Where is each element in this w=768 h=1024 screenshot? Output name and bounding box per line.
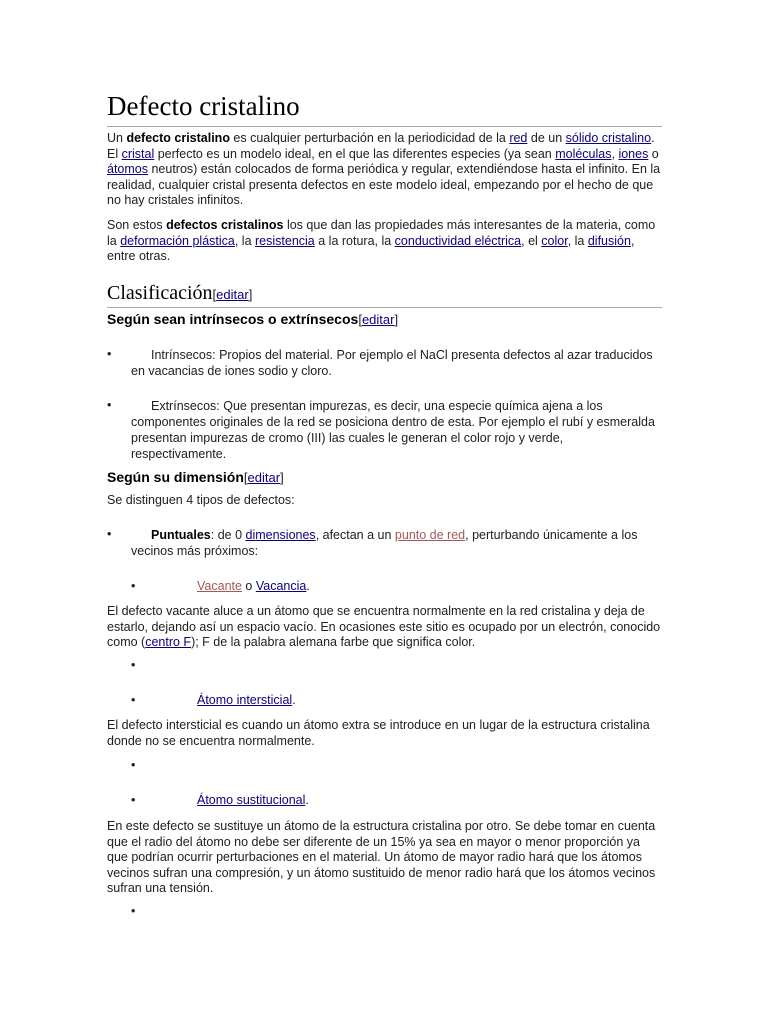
text: los que dan las propiedades más interesantes de la materia, como la xyxy=(107,218,656,248)
link-solido-cristalino[interactable]: sólido cristalino xyxy=(565,131,652,145)
text: de un xyxy=(527,131,566,145)
bracket: ] xyxy=(280,470,284,485)
link-centro-f[interactable]: centro F xyxy=(145,635,192,649)
list-item-text xyxy=(197,793,309,807)
edit-link[interactable]: editar xyxy=(247,470,281,485)
text: , la xyxy=(234,233,256,248)
edit-section xyxy=(358,312,398,327)
bullet-icon: • xyxy=(131,793,136,807)
link-atomo-sustitucional[interactable]: Átomo sustitucional xyxy=(197,793,306,807)
text: : de 0 xyxy=(210,528,246,542)
link-difusion[interactable]: difusión xyxy=(587,233,631,248)
dimension-intro: Se distinguen 4 tipos de defectos: xyxy=(107,493,295,507)
text: . xyxy=(305,793,309,807)
link-cristal[interactable]: cristal xyxy=(121,146,155,161)
link-red[interactable]: red xyxy=(509,131,528,145)
link-atomos[interactable]: átomos xyxy=(107,162,148,176)
list-item-text xyxy=(197,579,310,593)
bracket: ] xyxy=(394,312,399,327)
bold-term: defectos cristalinos xyxy=(166,218,284,232)
text: El defecto vacante aluce a un átomo que se encuentra normalmente en la red cristalina y deja de estarlo, dejando así un espacio vacío. En ocasiones este sitio es ocupado por un electrón, conocido como ( xyxy=(107,604,661,649)
bracket: [ xyxy=(358,312,362,327)
edit-section xyxy=(244,470,284,485)
subsection-heading-dimension xyxy=(107,468,662,487)
bracket: [ xyxy=(243,470,248,485)
text: , entre otras. xyxy=(107,233,635,263)
link-resistencia[interactable]: resistencia xyxy=(255,233,315,248)
text: . xyxy=(292,693,296,707)
link-vacancia[interactable]: Vacancia xyxy=(255,579,307,593)
sustitucional-description: En este defecto se sustituye un átomo de la estructura cristalina por otro. Se debe tomar en cuenta que el radio del átomo no debe ser diferente de un 15% ya sea en mayor o menor proporción ya que podrían ocurrir perturbaciones en el material. Un átomo de mayor radio hará que los átomos vecinos sufran una compresión, y un átomo sustituido de menor radio hará que los átomos vecinos sufran una tensión. xyxy=(107,819,656,895)
text: ); F de la palabra alemana farbe que significa color. xyxy=(191,635,476,649)
link-atomo-intersticial[interactable]: Átomo intersticial xyxy=(197,693,293,707)
text: Un xyxy=(107,131,127,145)
subsection-heading-intrinsecos xyxy=(107,310,662,329)
bullet-icon: • xyxy=(131,658,136,672)
bullet-icon: • xyxy=(131,904,136,918)
section-title: Clasificación xyxy=(107,282,213,304)
link-iones[interactable]: iones xyxy=(618,146,649,161)
text: es cualquier perturbación en la periodicidad de la xyxy=(229,131,510,145)
bullet-icon: • xyxy=(131,693,136,707)
edit-section xyxy=(213,287,253,302)
vacante-description xyxy=(107,604,662,651)
text: o xyxy=(241,579,256,593)
text: , la xyxy=(567,233,588,248)
text: Son estos xyxy=(107,218,167,232)
bullet-icon: • xyxy=(107,398,112,412)
text: , afectan a un xyxy=(315,528,395,542)
text: perfecto es un modelo ideal, en el que las diferentes especies (ya sean xyxy=(154,146,556,161)
text: neutros) están colocados de forma periódica y regular, extendiéndose hasta el infinito. En la realidad, cualquier cristal presenta defectos en este modelo ideal, empezando por el hecho de que no hay cristales infinitos. xyxy=(107,162,661,207)
bullet-icon: • xyxy=(107,347,112,361)
link-moleculas[interactable]: moléculas xyxy=(555,146,612,161)
bullet-icon: • xyxy=(131,579,136,593)
text: . xyxy=(306,579,310,593)
list-item-text xyxy=(131,527,661,559)
section-heading-clasificacion xyxy=(107,281,662,308)
page-title: Defecto cristalino xyxy=(107,88,662,127)
link-vacante[interactable]: Vacante xyxy=(197,579,242,593)
link-dimensiones[interactable]: dimensiones xyxy=(245,528,316,542)
bold-term: Puntuales xyxy=(151,528,211,542)
bracket: ] xyxy=(248,287,253,302)
intro-paragraph-1 xyxy=(107,131,662,209)
text: , perturbando únicamente a los vecinos más próximos: xyxy=(131,528,638,558)
link-color[interactable]: color xyxy=(541,233,568,248)
edit-link[interactable]: editar xyxy=(361,312,395,327)
bold-term: defecto cristalino xyxy=(126,131,230,145)
link-deformacion-plastica[interactable]: deformación plástica xyxy=(120,233,235,248)
bracket: [ xyxy=(212,287,217,302)
bullet-icon: • xyxy=(131,758,136,772)
link-conductividad-electrica[interactable]: conductividad eléctrica xyxy=(394,233,522,248)
text: , xyxy=(611,146,619,161)
edit-link[interactable]: editar xyxy=(216,287,249,302)
text: o xyxy=(648,146,659,161)
intersticial-description: El defecto intersticial es cuando un átomo extra se introduce en un lugar de la estructura cristalina donde no se encuentra normalmente. xyxy=(107,718,650,748)
list-item-text: Extrínsecos: Que presentan impurezas, es decir, una especie química ajena a los componentes originales de la red se posiciona dentro de esta. Por ejemplo el rubí y esmeralda presentan impurezas de cromo (III) las cuales le generan el color rojo y verde, respectivamente. xyxy=(131,399,655,461)
text: a la rotura, la xyxy=(314,233,395,248)
subsection-title: Según su dimensión xyxy=(107,469,244,485)
text: . El xyxy=(107,131,655,161)
link-punto-de-red[interactable]: punto de red xyxy=(394,528,466,542)
list-item-text: Intrínsecos: Propios del material. Por ejemplo el NaCl presenta defectos al azar traducidos en vacancias de iones sodio y cloro. xyxy=(131,348,653,378)
bullet-icon: • xyxy=(107,527,112,541)
text: , el xyxy=(521,233,542,248)
subsection-title: Según sean intrínsecos o extrínsecos xyxy=(107,311,359,327)
list-item-text xyxy=(197,693,296,707)
intro-paragraph-2 xyxy=(107,218,662,265)
